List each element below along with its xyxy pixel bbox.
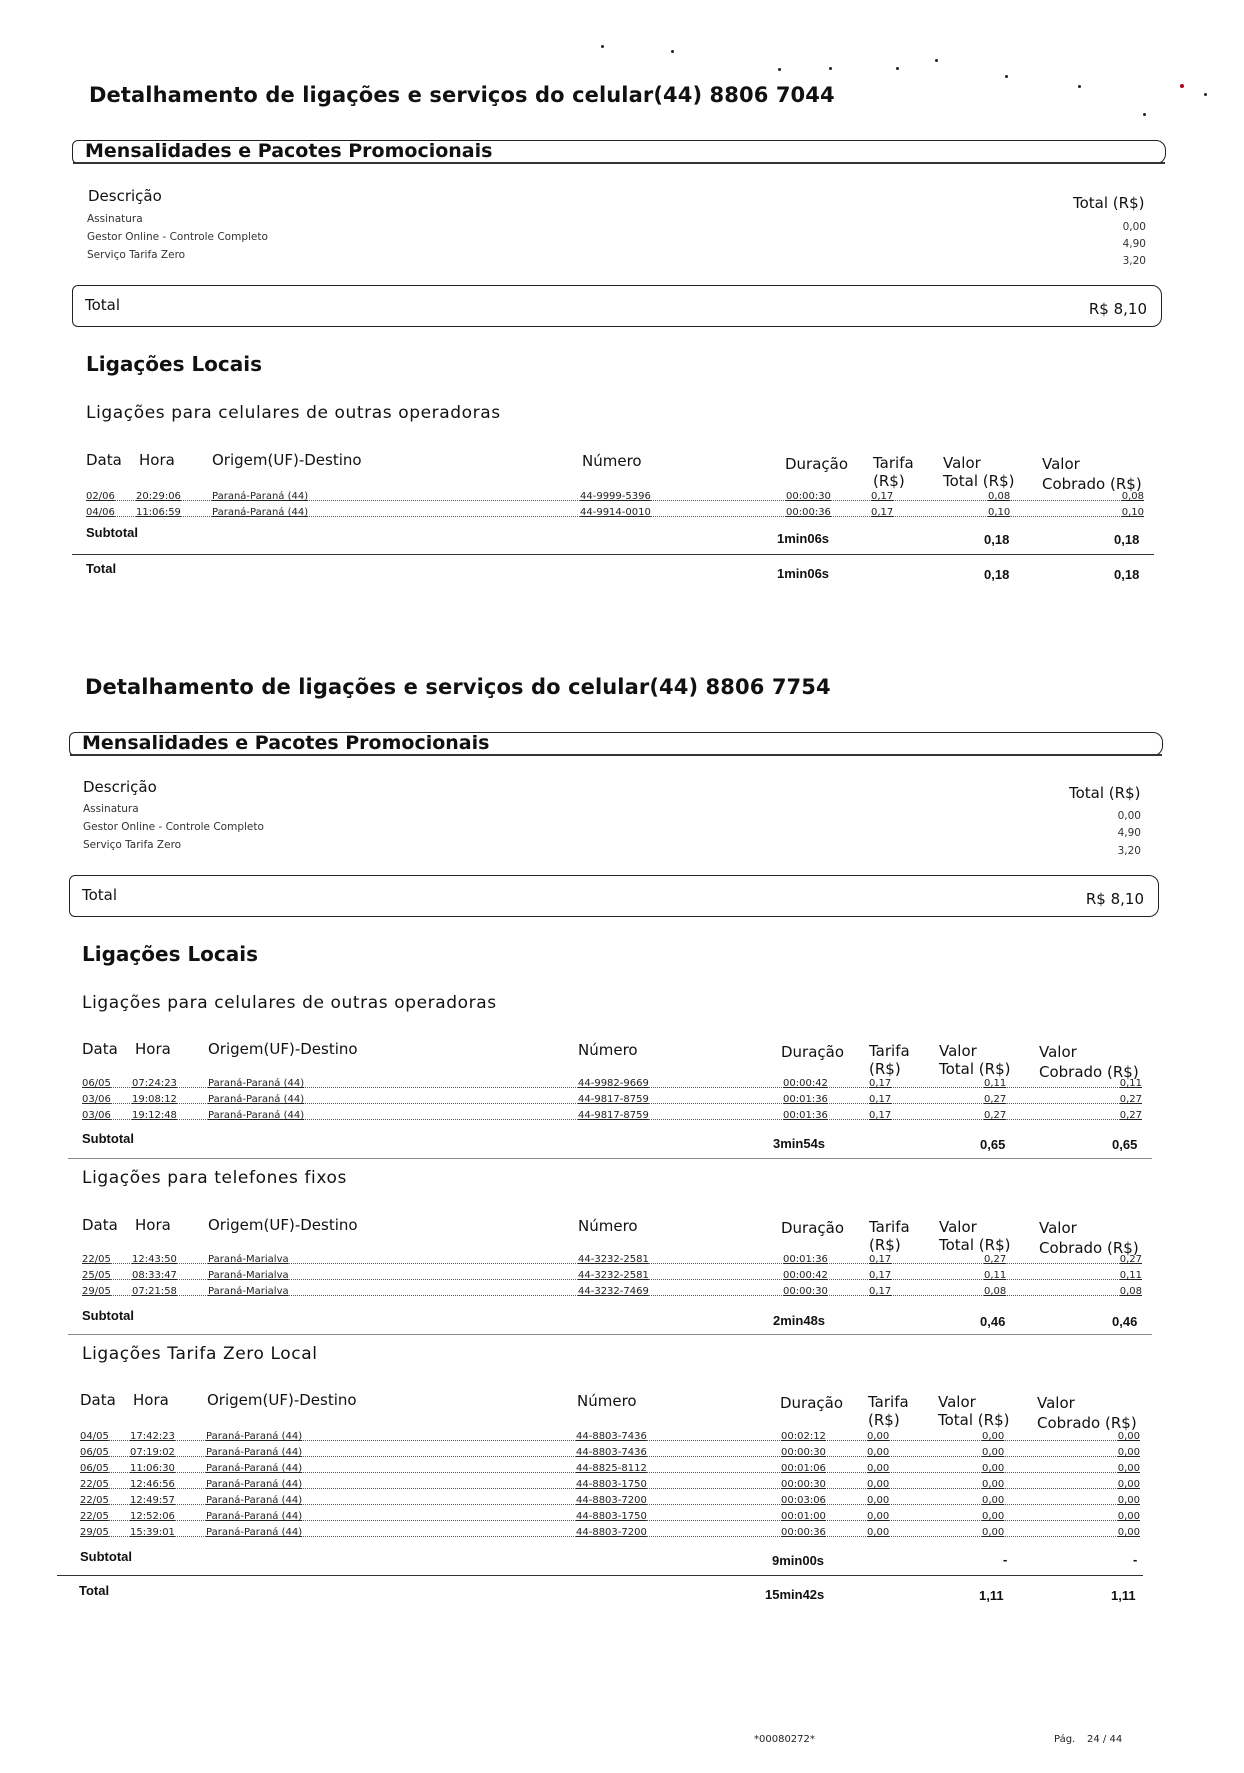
group-title: Ligações para telefones fixos (82, 1168, 347, 1188)
col-numero: Número (577, 1392, 637, 1410)
table-row (82, 1078, 1142, 1092)
divider (68, 1334, 1152, 1335)
cell-origem: Paraná-Paraná (44) (206, 1479, 303, 1490)
table-row (80, 1511, 1140, 1525)
cell-valor: 0,27 (984, 1094, 1007, 1105)
scan-speck (1204, 93, 1207, 96)
item-desc: Gestor Online - Controle Completo (83, 821, 264, 833)
col-valor-total: Total (R$) (938, 1411, 1010, 1429)
cell-data: 06/05 (82, 1078, 111, 1089)
col-cobrado: Valor (1039, 1219, 1077, 1237)
page-label: Pág. (1054, 1734, 1076, 1745)
cell-origem: Paraná-Paraná (44) (206, 1495, 303, 1506)
cell-hora: 12:43:50 (132, 1254, 177, 1265)
page-number: 24 / 44 (1087, 1734, 1123, 1745)
col-numero: Número (578, 1217, 638, 1235)
cell-cobrado: 0,27 (1119, 1110, 1142, 1121)
item-value: 4,90 (1122, 238, 1146, 250)
cell-origem: Paraná-Paraná (44) (208, 1110, 305, 1121)
col-cobrado-rs: Cobrado (R$) (1039, 1063, 1139, 1081)
cell-tarifa: 0,17 (869, 1094, 892, 1105)
col-valor-total: Total (R$) (943, 472, 1015, 490)
cell-cobrado: 0,08 (1119, 1286, 1142, 1297)
cell-duracao: 00:00:42 (783, 1078, 828, 1089)
cell-valor: 0,11 (984, 1078, 1007, 1089)
cell-tarifa: 0,17 (871, 491, 894, 502)
cell-hora: 07:19:02 (130, 1447, 175, 1458)
col-hora: Hora (135, 1040, 171, 1058)
cell-numero: 44-9817-8759 (578, 1110, 649, 1121)
section-title: Detalhamento de ligações e serviços do celular(44) 8806 7754 (85, 675, 831, 699)
cell-numero: 44-8803-7436 (576, 1431, 647, 1442)
group-title: Ligações Tarifa Zero Local (82, 1344, 318, 1364)
cell-tarifa: 0,00 (867, 1527, 890, 1538)
scan-speck (1180, 84, 1184, 88)
subtotal-duracao: 2min48s (773, 1313, 826, 1328)
document-code: *00080272* (754, 1734, 815, 1745)
col-cobrado: Valor (1039, 1043, 1077, 1061)
total-label: Total (85, 296, 121, 314)
cell-numero: 44-9914-0010 (580, 507, 651, 518)
col-tarifa: Tarifa (868, 1393, 909, 1411)
item-value: 3,20 (1117, 845, 1141, 857)
total-label: Total (82, 886, 118, 904)
cell-hora: 12:46:56 (130, 1479, 175, 1490)
table-row (86, 491, 1144, 505)
cell-valor: 0,10 (988, 507, 1011, 518)
cell-numero: 44-8803-7436 (576, 1447, 647, 1458)
col-numero: Número (578, 1041, 638, 1059)
mensalidades-header: Mensalidades e Pacotes Promocionais (85, 140, 493, 162)
total-rs-label: Total (R$) (1073, 194, 1145, 212)
cell-numero: 44-8803-1750 (576, 1511, 647, 1522)
col-data: Data (80, 1391, 116, 1409)
cell-data: 22/05 (82, 1254, 111, 1265)
cell-origem: Paraná-Paraná (44) (208, 1094, 305, 1105)
cell-cobrado: 0,10 (1121, 507, 1144, 518)
cell-hora: 20:29:06 (136, 491, 181, 502)
cell-cobrado: 0,00 (1117, 1479, 1140, 1490)
item-value: 0,00 (1122, 221, 1146, 233)
subtotal-cobrado: 0,46 (1112, 1314, 1138, 1329)
scan-speck (671, 50, 674, 53)
cell-cobrado: 0,00 (1117, 1431, 1140, 1442)
col-valor: Valor (943, 454, 981, 472)
cell-tarifa: 0,17 (869, 1110, 892, 1121)
cell-duracao: 00:03:06 (781, 1495, 826, 1506)
cell-tarifa: 0,00 (867, 1447, 890, 1458)
cell-data: 04/06 (86, 507, 115, 518)
cell-numero: 44-3232-2581 (578, 1254, 649, 1265)
cell-origem: Paraná-Paraná (44) (206, 1431, 303, 1442)
cell-cobrado: 0,00 (1117, 1463, 1140, 1474)
cell-cobrado: 0,11 (1119, 1078, 1142, 1089)
cell-origem: Paraná-Paraná (44) (212, 507, 309, 518)
col-cobrado-rs: Cobrado (R$) (1037, 1414, 1137, 1432)
cell-numero: 44-8803-1750 (576, 1479, 647, 1490)
group-title: Ligações para celulares de outras operadoras (82, 993, 497, 1013)
section-title: Detalhamento de ligações e serviços do celular(44) 8806 7044 (89, 83, 835, 107)
col-origem: Origem(UF)-Destino (207, 1391, 357, 1409)
cell-duracao: 00:00:36 (786, 507, 831, 518)
item-desc: Assinatura (83, 803, 139, 815)
cell-duracao: 00:00:30 (786, 491, 831, 502)
col-tarifa-unit: (R$) (868, 1411, 900, 1429)
cell-valor: 0,27 (984, 1254, 1007, 1265)
cell-tarifa: 0,17 (869, 1254, 892, 1265)
total-cobrado: 1,11 (1111, 1588, 1136, 1603)
cell-duracao: 00:00:36 (781, 1527, 826, 1538)
col-origem: Origem(UF)-Destino (212, 451, 362, 469)
col-data: Data (82, 1216, 118, 1234)
cell-numero: 44-8825-8112 (576, 1463, 647, 1474)
cell-valor: 0,27 (984, 1110, 1007, 1121)
item-value: 3,20 (1122, 255, 1146, 267)
cell-valor: 0,00 (982, 1511, 1005, 1522)
table-row (80, 1463, 1140, 1477)
cell-hora: 15:39:01 (130, 1527, 175, 1538)
cell-duracao: 00:00:30 (781, 1447, 826, 1458)
cell-hora: 11:06:59 (136, 507, 181, 518)
col-cobrado-rs: Cobrado (R$) (1039, 1239, 1139, 1257)
cell-duracao: 00:01:36 (783, 1254, 828, 1265)
cell-tarifa: 0,00 (867, 1431, 890, 1442)
total-duracao: 15min42s (765, 1587, 825, 1602)
table-row (82, 1286, 1142, 1300)
item-desc: Serviço Tarifa Zero (83, 839, 182, 851)
cell-data: 03/06 (82, 1110, 111, 1121)
cell-valor: 0,00 (982, 1447, 1005, 1458)
cell-duracao: 00:02:12 (781, 1431, 826, 1442)
cell-valor: 0,00 (982, 1463, 1005, 1474)
col-duracao: Duração (781, 1219, 845, 1237)
cell-data: 29/05 (82, 1286, 111, 1297)
cell-duracao: 00:01:36 (783, 1110, 828, 1121)
cell-valor: 0,08 (988, 491, 1011, 502)
cell-data: 22/05 (80, 1511, 109, 1522)
table-row (80, 1495, 1140, 1509)
table-row (80, 1479, 1140, 1493)
table-row (86, 507, 1144, 521)
mensalidades-header: Mensalidades e Pacotes Promocionais (82, 732, 490, 754)
divider (57, 1575, 1143, 1576)
cell-data: 22/05 (80, 1479, 109, 1490)
subtotal-label: Subtotal (80, 1549, 132, 1564)
cell-origem: Paraná-Paraná (44) (206, 1511, 303, 1522)
col-cobrado-rs: Cobrado (R$) (1042, 475, 1142, 493)
subtotal-duracao: 9min00s (772, 1553, 825, 1568)
scan-speck (1005, 75, 1008, 78)
cell-hora: 07:24:23 (132, 1078, 177, 1089)
cell-duracao: 00:00:30 (781, 1479, 826, 1490)
cell-data: 06/05 (80, 1463, 109, 1474)
total-duracao: 1min06s (777, 566, 830, 581)
table-row (82, 1110, 1142, 1124)
item-desc: Assinatura (87, 213, 143, 225)
cell-data: 03/06 (82, 1094, 111, 1105)
cell-cobrado: 0,00 (1117, 1447, 1140, 1458)
col-valor-total: Total (R$) (939, 1236, 1011, 1254)
col-tarifa: Tarifa (873, 454, 914, 472)
cell-duracao: 00:00:42 (783, 1270, 828, 1281)
ligacoes-locais-heading: Ligações Locais (82, 942, 259, 966)
cell-valor: 0,08 (984, 1286, 1007, 1297)
cell-data: 04/05 (80, 1431, 109, 1442)
cell-duracao: 00:01:00 (781, 1511, 826, 1522)
cell-tarifa: 0,17 (871, 507, 894, 518)
col-tarifa: Tarifa (869, 1218, 910, 1236)
col-valor-total: Total (R$) (939, 1060, 1011, 1078)
cell-numero: 44-9982-9669 (578, 1078, 649, 1089)
cell-data: 06/05 (80, 1447, 109, 1458)
subtotal-label: Subtotal (82, 1131, 134, 1146)
cell-hora: 12:52:06 (130, 1511, 175, 1522)
cell-origem: Paraná-Paraná (44) (206, 1527, 303, 1538)
cell-duracao: 00:01:36 (783, 1094, 828, 1105)
cell-cobrado: 0,00 (1117, 1527, 1140, 1538)
col-tarifa-unit: (R$) (873, 472, 905, 490)
divider (72, 554, 1154, 555)
cell-cobrado: 0,08 (1121, 491, 1144, 502)
scan-speck (601, 45, 604, 48)
cell-numero: 44-8803-7200 (576, 1495, 647, 1506)
item-value: 4,90 (1117, 827, 1141, 839)
scan-speck (935, 59, 938, 62)
item-desc: Serviço Tarifa Zero (87, 249, 186, 261)
col-cobrado: Valor (1042, 455, 1080, 473)
cell-tarifa: 0,17 (869, 1286, 892, 1297)
col-tarifa: Tarifa (869, 1042, 910, 1060)
subtotal-valor: - (1003, 1552, 1008, 1567)
cell-hora: 07:21:58 (132, 1286, 177, 1297)
cell-valor: 0,00 (982, 1479, 1005, 1490)
col-valor: Valor (939, 1218, 977, 1236)
col-valor: Valor (938, 1393, 976, 1411)
cell-hora: 12:49:57 (130, 1495, 175, 1506)
cell-duracao: 00:00:30 (783, 1286, 828, 1297)
cell-cobrado: 0,11 (1119, 1270, 1142, 1281)
col-numero: Número (582, 452, 642, 470)
item-desc: Gestor Online - Controle Completo (87, 231, 268, 243)
descricao-label: Descrição (83, 778, 157, 796)
subtotal-label: Subtotal (82, 1308, 134, 1323)
cell-cobrado: 0,27 (1119, 1254, 1142, 1265)
table-row (82, 1094, 1142, 1108)
cell-cobrado: 0,00 (1117, 1495, 1140, 1506)
table-row (82, 1270, 1142, 1284)
col-origem: Origem(UF)-Destino (208, 1216, 358, 1234)
cell-tarifa: 0,00 (867, 1479, 890, 1490)
total-label: Total (86, 561, 117, 576)
col-hora: Hora (139, 451, 175, 469)
col-tarifa-unit: (R$) (869, 1060, 901, 1078)
cell-numero: 44-3232-7469 (578, 1286, 649, 1297)
col-valor: Valor (939, 1042, 977, 1060)
cell-cobrado: 0,00 (1117, 1511, 1140, 1522)
col-origem: Origem(UF)-Destino (208, 1040, 358, 1058)
subtotal-cobrado: - (1133, 1552, 1138, 1567)
cell-origem: Paraná-Marialva (208, 1270, 289, 1281)
cell-valor: 0,00 (982, 1431, 1005, 1442)
col-hora: Hora (133, 1391, 169, 1409)
cell-data: 02/06 (86, 491, 115, 502)
total-valor: 0,18 (984, 567, 1010, 582)
cell-duracao: 00:01:06 (781, 1463, 826, 1474)
cell-origem: Paraná-Paraná (44) (206, 1463, 303, 1474)
total-rs-label: Total (R$) (1069, 784, 1141, 802)
cell-hora: 11:06:30 (130, 1463, 175, 1474)
cell-numero: 44-3232-2581 (578, 1270, 649, 1281)
cell-tarifa: 0,00 (867, 1463, 890, 1474)
col-tarifa-unit: (R$) (869, 1236, 901, 1254)
cell-data: 25/05 (82, 1270, 111, 1281)
mensalidades-total-box (69, 875, 1159, 917)
cell-valor: 0,00 (982, 1495, 1005, 1506)
total-valor: 1,11 (979, 1588, 1004, 1603)
col-data: Data (86, 451, 122, 469)
cell-numero: 44-9999-5396 (580, 491, 651, 502)
cell-numero: 44-8803-7200 (576, 1527, 647, 1538)
subtotal-label: Subtotal (86, 525, 138, 540)
cell-tarifa: 0,17 (869, 1270, 892, 1281)
descricao-label: Descrição (88, 187, 162, 205)
cell-origem: Paraná-Paraná (44) (212, 491, 309, 502)
cell-cobrado: 0,27 (1119, 1094, 1142, 1105)
table-row (80, 1431, 1140, 1445)
mensalidades-total-box (72, 285, 1162, 327)
divider (68, 1158, 1152, 1159)
subtotal-cobrado: 0,65 (1112, 1137, 1138, 1152)
cell-data: 22/05 (80, 1495, 109, 1506)
col-duracao: Duração (781, 1043, 845, 1061)
cell-hora: 19:08:12 (132, 1094, 177, 1105)
cell-numero: 44-9817-8759 (578, 1094, 649, 1105)
total-label: Total (79, 1583, 110, 1598)
scan-speck (829, 67, 832, 70)
cell-tarifa: 0,00 (867, 1495, 890, 1506)
cell-valor: 0,11 (984, 1270, 1007, 1281)
cell-origem: Paraná-Marialva (208, 1254, 289, 1265)
mensalidades-header-box (69, 732, 1163, 756)
table-row (82, 1254, 1142, 1268)
scan-speck (1143, 113, 1146, 116)
cell-origem: Paraná-Paraná (44) (206, 1447, 303, 1458)
total-value: R$ 8,10 (1085, 890, 1144, 908)
mensalidades-header-box (72, 140, 1166, 164)
cell-tarifa: 0,17 (869, 1078, 892, 1089)
cell-valor: 0,00 (982, 1527, 1005, 1538)
cell-hora: 08:33:47 (132, 1270, 177, 1281)
col-duracao: Duração (780, 1394, 844, 1412)
subtotal-duracao: 1min06s (777, 531, 830, 546)
cell-data: 29/05 (80, 1527, 109, 1538)
table-row (80, 1447, 1140, 1461)
col-hora: Hora (135, 1216, 171, 1234)
scan-speck (1078, 85, 1081, 88)
subtotal-valor: 0,65 (980, 1137, 1006, 1152)
col-data: Data (82, 1040, 118, 1058)
col-duracao: Duração (785, 455, 849, 473)
scan-speck (896, 67, 899, 70)
total-cobrado: 0,18 (1114, 567, 1140, 582)
cell-hora: 19:12:48 (132, 1110, 177, 1121)
subtotal-duracao: 3min54s (773, 1136, 826, 1151)
cell-tarifa: 0,00 (867, 1511, 890, 1522)
table-row (80, 1527, 1140, 1541)
cell-origem: Paraná-Paraná (44) (208, 1078, 305, 1089)
scan-speck (778, 68, 781, 71)
ligacoes-locais-heading: Ligações Locais (86, 352, 263, 376)
total-value: R$ 8,10 (1088, 300, 1147, 318)
item-value: 0,00 (1117, 810, 1141, 822)
group-title: Ligações para celulares de outras operadoras (86, 403, 501, 423)
col-cobrado: Valor (1037, 1394, 1075, 1412)
cell-hora: 17:42:23 (130, 1431, 175, 1442)
subtotal-valor: 0,18 (984, 532, 1010, 547)
cell-origem: Paraná-Marialva (208, 1286, 289, 1297)
subtotal-valor: 0,46 (980, 1314, 1006, 1329)
subtotal-cobrado: 0,18 (1114, 532, 1140, 547)
